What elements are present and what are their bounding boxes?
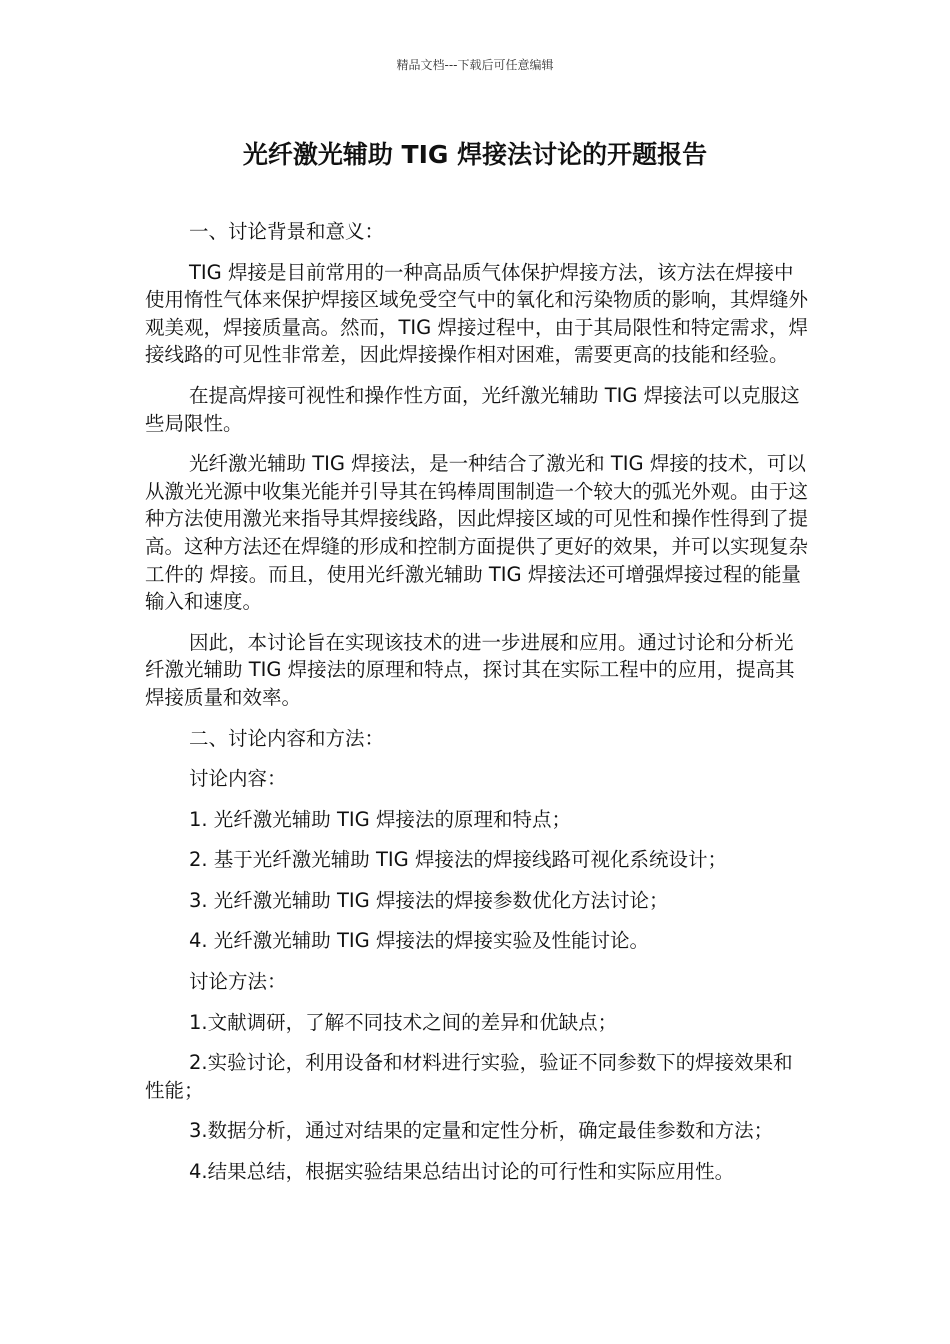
document-body [145, 218, 810, 1199]
section2-heading: 二、讨论内容和方法： [189, 726, 385, 750]
paragraph-2: 在提高焊接可视性和操作性方面，光纤激光辅助 TIG 焊接法可以克服这些局限性。 [145, 383, 800, 435]
content-heading: 讨论内容： [189, 767, 287, 791]
content-item: 4. 光纤激光辅助 TIG 焊接法的焊接实验及性能讨论。 [189, 929, 649, 953]
method-item: 2.实验讨论，利用设备和材料进行实验，验证不同参数下的焊接效果和性能； [145, 1051, 793, 1102]
document-title: 光纤激光辅助 TIG 焊接法讨论的开题报告 [242, 140, 708, 169]
header-note: 精品文档---下载后可任意编辑 [396, 58, 554, 72]
content-item: 2. 基于光纤激光辅助 TIG 焊接法的焊接线路可视化系统设计； [189, 848, 727, 872]
method-heading: 讨论方法： [189, 970, 287, 994]
section1-heading: 一、讨论背景和意义： [189, 220, 385, 243]
method-item: 3.数据分析，通过对结果的定量和定性分析，确定最佳参数和方法； [189, 1119, 774, 1143]
paragraph-4: 因此，本讨论旨在实现该技术的进一步进展和应用。通过讨论和分析光纤激光辅助 TIG 焊接法的原理和特点，探讨其在实际工程中的应用，提高其焊接质量和效率。 [145, 630, 795, 709]
method-item: 1.文献调研，了解不同技术之间的差异和优缺点； [189, 1010, 618, 1034]
content-item: 3. 光纤激光辅助 TIG 焊接法的焊接参数优化方法讨论； [189, 888, 669, 912]
method-item: 4.结果总结，根据实验结果总结出讨论的可行性和实际应用性。 [189, 1160, 735, 1184]
content-item: 1. 光纤激光辅助 TIG 焊接法的原理和特点； [189, 807, 571, 831]
paragraph-1: TIG 焊接是目前常用的一种高品质气体保护焊接方法，该方法在焊接中使用惰性气体来保护焊接区域免受空气中的氧化和污染物质的影响，其焊缝外观美观，焊接质量高。然而，TIG 焊接过程中，由于其局限性和特定需求，焊接线路的可见性非常差，因此焊接操作相对困难，需要更高的技能和经验。 [145, 260, 809, 367]
paragraph-3: 光纤激光辅助 TIG 焊接法，是一种结合了激光和 TIG 焊接的技术，可以从激光光源中收集光能并引导其在钨棒周围制造一个较大的弧光外观。由于这种方法使用激光来指导其焊接线路，因此焊接区域的可见性和操作性得到了提高。这种方法还在焊缝的形成和控制方面提供了更好的效果，并可以实现复杂工件的 焊接。而且，使用光纤激光辅助 TIG 焊接法还可增强焊接过程的能量输入和速度。 [145, 452, 809, 614]
